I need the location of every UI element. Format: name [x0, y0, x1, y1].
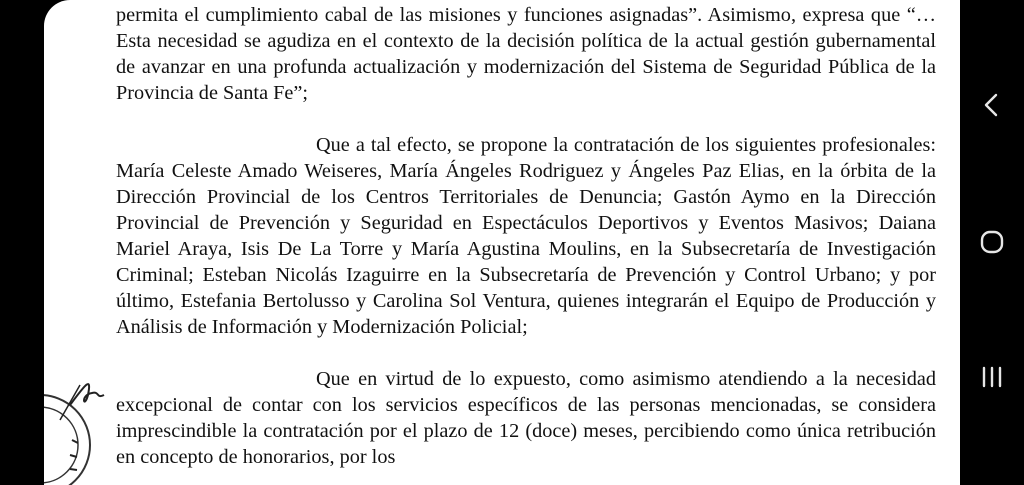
paragraph: Que a tal efecto, se propone la contratación de los siguientes profesionales: María Celeste Amado Weiseres, María Ángeles Rodriguez y Ángeles Paz Elias, en la órbita de la Dirección Provincial de los Centros Territoriales de Denuncia; Gastón Aymo en la Dirección Provincial de Prevención y Seguridad en Espectáculos Deportivos y Eventos Masivos; Daiana Mariel Araya, Isis De La Torre y María Agustina Moulins, en la Subsecretaría de Investigación Criminal; Esteban Nicolás Izaguirre en la Subsecretaría de Prevención y Control Urbano; y por último, Estefania Bertolusso y Carolina Sol Ventura, quienes integrarán el Equipo de Producción y Análisis de Información y Modernización Policial; — [116, 134, 936, 338]
back-button[interactable] — [972, 85, 1012, 125]
paragraph: Que en virtud de lo expuesto, como asimismo atendiendo a la necesidad excepcional de contar con los servicios específicos de las personas mencionadas, se considera imprescindible la contratación por el plazo de 12 (doce) meses, percibiendo como única retribución en concepto de honorarios, por los — [116, 368, 936, 468]
recents-icon — [979, 365, 1005, 389]
recents-button[interactable] — [972, 357, 1012, 397]
paragraph: permita el cumplimiento cabal de las misiones y funciones asignadas”. Asimismo, expresa que “… Esta necesidad se agudiza en el contexto de la decisión política de la actual gestión gubernamental de avanzar en una profunda actualización y modernización del Sistema de Seguridad Pública de la Provincia de Santa Fe”; — [116, 4, 936, 104]
document-body — [116, 2, 936, 470]
home-button[interactable] — [972, 222, 1012, 262]
chevron-left-icon — [982, 93, 1002, 117]
home-circle-icon — [978, 228, 1006, 256]
document-page — [44, 0, 960, 485]
system-nav-bar — [960, 0, 1024, 485]
official-stamp-icon — [44, 365, 110, 485]
